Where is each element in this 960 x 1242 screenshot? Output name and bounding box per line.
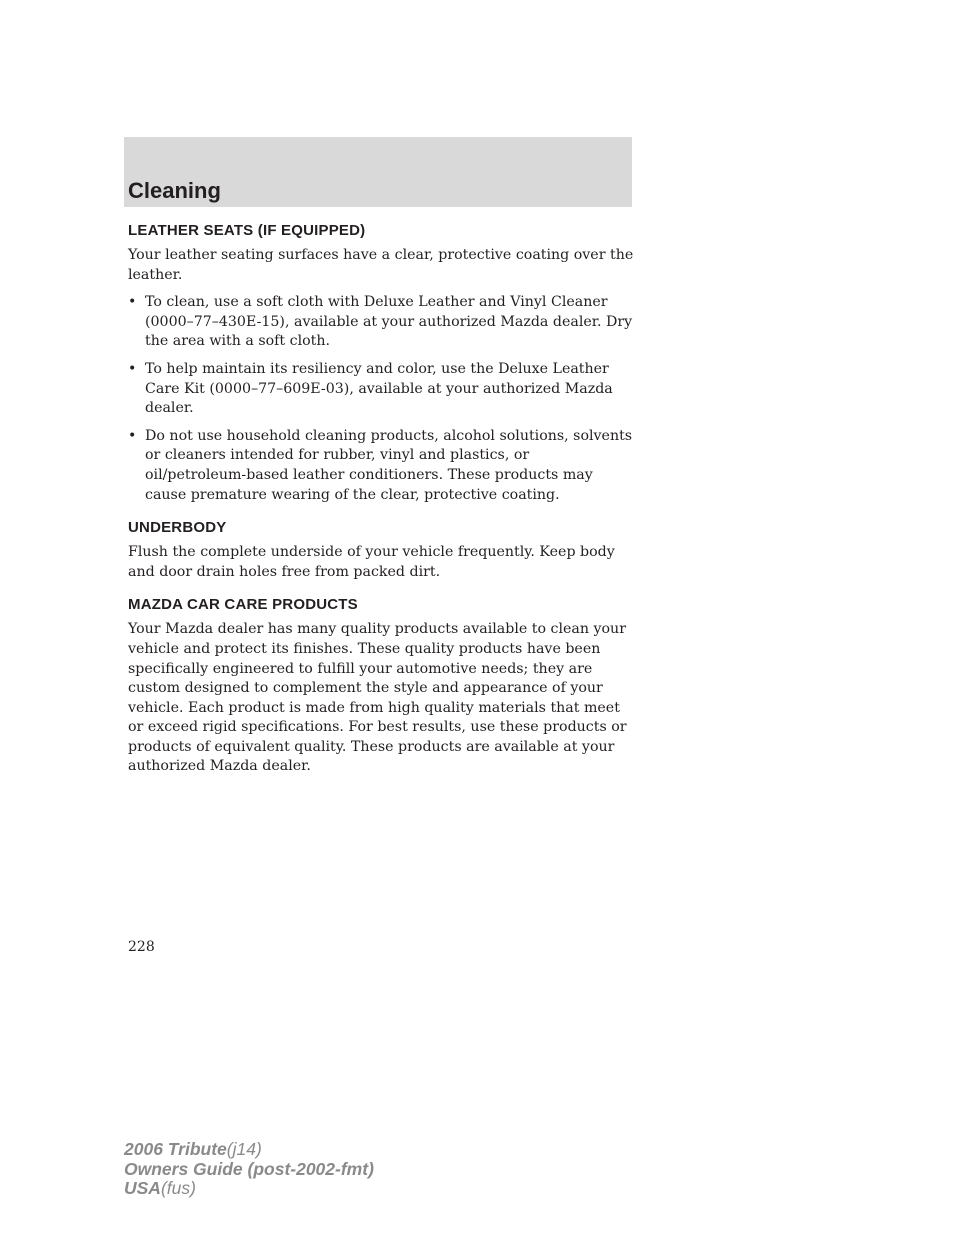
footer-market-code: (fus)	[160, 1178, 196, 1198]
bullet-list	[128, 293, 634, 505]
document-footer	[124, 1140, 374, 1199]
bullet-icon: •	[128, 294, 137, 311]
footer-model: 2006 Tribute	[124, 1139, 227, 1159]
section-heading: MAZDA CAR CARE PRODUCTS	[128, 596, 358, 614]
section-paragraph: Flush the complete underside of your vehicle frequently. Keep body and door drain holes free from packed dirt.	[128, 544, 615, 580]
list-item-text: To clean, use a soft cloth with Deluxe Leather and Vinyl Cleaner (0000–77–430E-15), available at your authorized Mazda dealer. Dry the area with a soft cloth.	[145, 294, 633, 350]
bullet-icon: •	[128, 360, 137, 377]
section-paragraph: Your Mazda dealer has many quality products available to clean your vehicle and protect its finishes. These quality products have been specifically engineered to fulfill your automotive needs; they are custom designed to complement the style and appearance of your vehicle. Each product is made from high quality materials that meet or exceed rigid specifications. For best results, use these products or products of equivalent quality. These products are available at your authorized Mazda dealer.	[128, 621, 627, 775]
list-item-text: To help maintain its resiliency and color, use the Deluxe Leather Care Kit (0000–77–609E-03), available at your authorized Mazda dealer.	[145, 360, 613, 417]
section-header-bar	[124, 137, 632, 207]
footer-model-code: (j14)	[226, 1139, 262, 1159]
bullet-icon: •	[128, 427, 137, 444]
list-item	[128, 293, 634, 352]
page-content	[128, 222, 634, 791]
section-heading: UNDERBODY	[128, 519, 227, 537]
footer-guide: Owners Guide (post-2002-fmt)	[124, 1158, 374, 1179]
footer-market: USA	[124, 1178, 161, 1198]
section-leather-seats	[128, 222, 634, 505]
section-paragraph: Your leather seating surfaces have a clear, protective coating over the leather.	[128, 247, 634, 283]
footer-line	[124, 1140, 374, 1160]
list-item-text: Do not use household cleaning products, alcohol solutions, solvents or cleaners intended for rubber, vinyl and plastics, or oil/petroleum-based leather conditioners. These products may cause premature wearing of the clear, protective coating.	[145, 427, 633, 503]
section-underbody	[128, 519, 634, 582]
section-title: Cleaning	[128, 178, 221, 203]
page-number: 228	[128, 939, 155, 955]
list-item	[128, 360, 634, 419]
section-heading: LEATHER SEATS (IF EQUIPPED)	[128, 222, 366, 239]
footer-line	[124, 1179, 374, 1199]
list-item	[128, 427, 634, 505]
section-car-care-products	[128, 596, 634, 777]
